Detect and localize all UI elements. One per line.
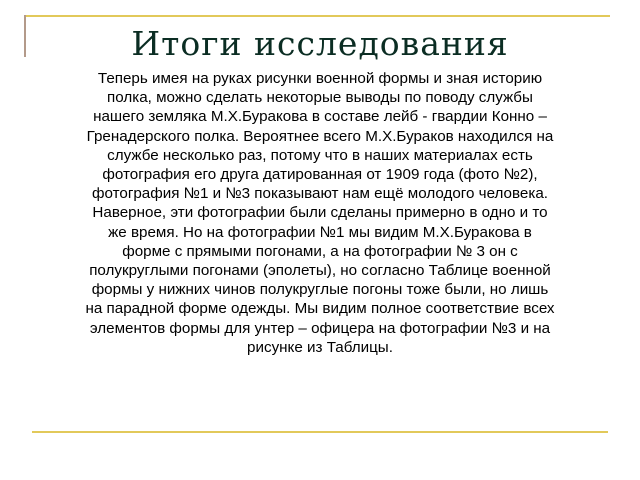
bottom-divider-line — [32, 431, 608, 433]
slide-title: Итоги исследования — [131, 24, 509, 63]
top-divider-line — [26, 15, 610, 17]
slide-body-text: Теперь имея на руках рисунки военной формы и зная историю полка, можно сделать некоторые выводы по поводу службы нашего земляка М.Х.Буракова в составе лейб - гвардии Конно – Гренадерского полка. Вероятнее всего М.Х.Бураков находился на службе несколько раз, потому что в наших материалах есть фотография его друга датированная от 1909 года (фото №2), фотография №1 и №3 показывают нам ещё молодого человека. Наверное, эти фотографии были сделаны примерно в одно и то же время. Но на фотографии №1 мы видим М.Х.Буракова в форме с прямыми погонами, а на фотографии № 3 он с полукруглыми погонами (эполеты), но согласно Таблице военной формы у нижних чинов полукруглые погоны тоже были, но лишь на парадной форме одежды. Мы видим полное соответствие всех элементов формы для унтер – офицера на фотографии №3 и на рисунке из Таблицы. — [85, 70, 555, 356]
